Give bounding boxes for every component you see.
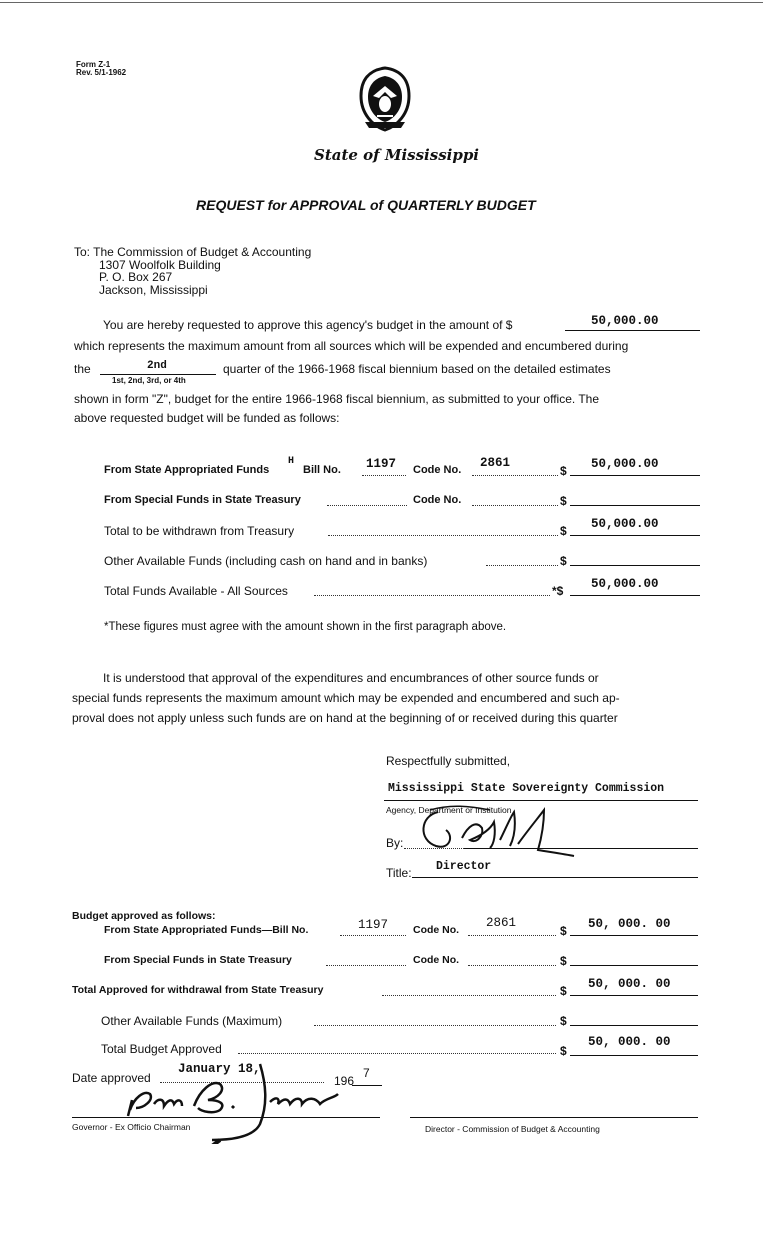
approval-row1-code: 2861: [486, 916, 517, 930]
approval-heading: Budget approved as follows:: [72, 910, 216, 922]
approval-row3-dots: [382, 995, 556, 996]
top-edge-line: [0, 2, 763, 3]
approval-row4-label: Other Available Funds (Maximum): [101, 1014, 283, 1028]
approval-row1-code-label: Code No.: [413, 924, 460, 936]
agency-label: Agency, Department or Institution: [386, 805, 512, 815]
approval-row1-bill-line: [340, 935, 406, 936]
request-text-5: above requested budget will be funded as follows:: [74, 411, 340, 425]
address-to: To: The Commission of Budget & Accounting: [74, 245, 312, 259]
approval-row4-amount-line: [570, 1025, 698, 1026]
funding-row3-label: Total to be withdrawn from Treasury: [104, 524, 295, 538]
approval-row2-code-line: [468, 965, 556, 966]
approval-row5-amount-line: [570, 1055, 698, 1056]
funding-row2-amount-line: [570, 505, 700, 506]
approval-row5-dollar: $: [560, 1044, 567, 1058]
approval-row2-amount-line: [570, 965, 698, 966]
approval-row3-amount-line: [570, 995, 698, 996]
form-number: Form Z-1: [76, 60, 111, 69]
approval-row1-bill: 1197: [358, 918, 389, 932]
quarter-value: 2nd: [147, 360, 167, 372]
governor-signature-line: [72, 1117, 380, 1118]
year-line: [352, 1085, 382, 1086]
approval-row2-code-label: Code No.: [413, 954, 460, 966]
approval-row1-code-line: [468, 935, 556, 936]
funding-row3-dots: [328, 535, 558, 536]
approval-row3-label: Total Approved for withdrawal from State Treasury: [72, 984, 324, 996]
funding-row3-dollar: $: [560, 524, 567, 538]
title-line: [412, 877, 698, 878]
director-caption: Director - Commission of Budget & Accounting: [425, 1124, 600, 1134]
governor-caption: Governor - Ex Officio Chairman: [72, 1122, 191, 1132]
funding-row1-code-label: Code No.: [413, 464, 462, 476]
funding-row1-code: 2861: [480, 456, 511, 470]
funding-row5-amount-line: [570, 595, 700, 596]
funding-row2-dots: [327, 505, 407, 506]
address-line2: P. O. Box 267: [99, 270, 173, 284]
approval-row5-amount: 50, 000. 00: [588, 1035, 671, 1049]
understanding-line2: special funds represents the maximum amount which may be expended and encumbered and such ap-: [72, 691, 620, 705]
funding-row1-mark: H: [288, 456, 295, 467]
approval-row1-amount-line: [570, 935, 698, 936]
funding-row5-dots: [314, 595, 550, 596]
funding-row1-bill: 1197: [366, 457, 397, 471]
year-prefix: 196: [334, 1074, 355, 1088]
approval-row2-dollar: $: [560, 954, 567, 968]
approval-row3-amount: 50, 000. 00: [588, 977, 671, 991]
understanding-line1: It is understood that approval of the expenditures and encumbrances of other source funds or: [103, 671, 599, 685]
funding-row2-code-line: [472, 505, 558, 506]
funding-row5-label: Total Funds Available - All Sources: [104, 584, 288, 598]
by-label: By:: [386, 836, 404, 850]
funding-row2-label: From Special Funds in State Treasury: [104, 494, 301, 506]
funding-row3-amount: 50,000.00: [591, 517, 659, 531]
approval-row1-dollar: $: [560, 924, 567, 938]
funding-row5-amount: 50,000.00: [591, 577, 659, 591]
funding-footnote: *These figures must agree with the amount shown in the first paragraph above.: [104, 621, 507, 633]
date-approved-value: January 18,: [178, 1062, 261, 1076]
funding-row1-dollar: $: [560, 464, 567, 478]
approval-row2-dots: [326, 965, 406, 966]
title-value: Director: [436, 860, 492, 873]
date-approved-label: Date approved: [72, 1071, 151, 1085]
request-text-1: You are hereby requested to approve this agency's budget in the amount of $: [103, 318, 513, 332]
director-signature-icon: [410, 800, 580, 862]
funding-row1-bill-line: [362, 475, 406, 476]
address-line3: Jackson, Mississippi: [99, 283, 208, 297]
year-suffix: 7: [363, 1066, 370, 1080]
request-the: the: [74, 362, 91, 376]
request-text-3: quarter of the 1966-1968 fiscal biennium based on the detailed estimates: [223, 362, 611, 376]
funding-row4-dots: [486, 565, 558, 566]
quarter-line: [100, 374, 216, 375]
approval-row1-label: From State Appropriated Funds—Bill No.: [104, 924, 309, 936]
title-label: Title:: [386, 866, 412, 880]
funding-row1-label: From State Appropriated Funds: [104, 464, 270, 476]
approval-row4-dollar: $: [560, 1014, 567, 1028]
funding-row1-amount-line: [570, 475, 700, 476]
funding-row4-label: Other Available Funds (including cash on hand and in banks): [104, 554, 428, 568]
funding-row1-amount: 50,000.00: [591, 457, 659, 471]
quarter-hint: 1st, 2nd, 3rd, or 4th: [112, 376, 186, 385]
understanding-line3: proval does not apply unless such funds are on hand at the beginning of or received during this quarter: [72, 711, 618, 725]
state-name: State of Mississippi: [314, 146, 480, 164]
approval-row4-dots: [314, 1025, 556, 1026]
funding-row4-amount-line: [570, 565, 700, 566]
approval-row5-label: Total Budget Approved: [101, 1042, 222, 1056]
request-text-4: shown in form "Z", budget for the entire 1966-1968 fiscal biennium, as submitted to your office. The: [74, 392, 600, 406]
funding-row2-dollar: $: [560, 494, 567, 508]
funding-row1-code-line: [472, 475, 558, 476]
funding-row4-dollar: $: [560, 554, 567, 568]
request-amount: 50,000.00: [591, 314, 659, 328]
form-title: REQUEST for APPROVAL of QUARTERLY BUDGET: [196, 197, 536, 213]
request-amount-line: [565, 330, 700, 331]
funding-row5-dollar: *$: [552, 584, 564, 598]
approval-row2-label: From Special Funds in State Treasury: [104, 954, 292, 966]
state-seal-icon: [355, 64, 415, 134]
funding-row3-amount-line: [570, 535, 700, 536]
agency-name: Mississippi State Sovereignty Commission: [388, 782, 665, 795]
director-signature-line: [410, 1117, 698, 1118]
form-revision: Rev. 5/1-1962: [76, 68, 127, 77]
funding-row2-code-label: Code No.: [413, 494, 462, 506]
approval-row1-amount: 50, 000. 00: [588, 917, 671, 931]
request-text-2: which represents the maximum amount from all sources which will be expended and encumbered during: [74, 339, 629, 353]
approval-row3-dollar: $: [560, 984, 567, 998]
respectfully-submitted: Respectfully submitted,: [386, 754, 511, 768]
funding-row1-bill-label: Bill No.: [303, 464, 341, 476]
address-line1: 1307 Woolfolk Building: [99, 258, 221, 272]
